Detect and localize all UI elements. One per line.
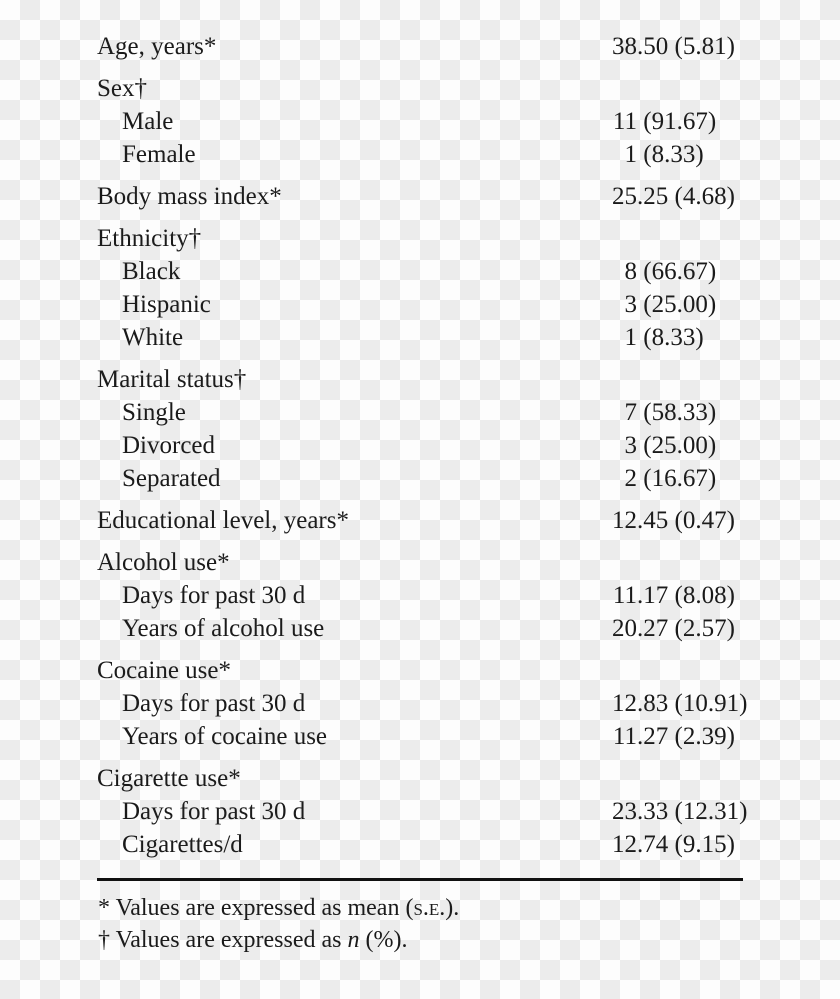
row-label: Age, years* bbox=[97, 33, 217, 60]
footnote-text: s.e. bbox=[413, 895, 446, 921]
table-row bbox=[0, 795, 840, 828]
row-value: 1 (8.33) bbox=[624, 141, 704, 168]
row-label: Black bbox=[122, 258, 181, 285]
footnote-text: (%). bbox=[359, 927, 408, 953]
row-value: 3 (25.00) bbox=[624, 432, 717, 459]
table-row bbox=[0, 363, 840, 396]
row-value: 8 (66.67) bbox=[624, 258, 717, 285]
row-label: Educational level, years* bbox=[97, 507, 349, 534]
table-row bbox=[0, 579, 840, 612]
table-row bbox=[0, 72, 840, 105]
row-label: Sex† bbox=[97, 75, 147, 102]
row-label: Years of alcohol use bbox=[122, 615, 325, 642]
row-label: Male bbox=[122, 108, 174, 135]
row-label: Days for past 30 d bbox=[122, 798, 306, 825]
table-row bbox=[0, 222, 840, 255]
footnote bbox=[98, 892, 840, 924]
row-label: Separated bbox=[122, 465, 221, 492]
table-row bbox=[0, 105, 840, 138]
row-value: 11 (91.67) bbox=[612, 108, 717, 135]
footnote-text: * Values are expressed as mean ( bbox=[98, 895, 414, 921]
row-label: Days for past 30 d bbox=[122, 690, 306, 717]
table-row bbox=[0, 687, 840, 720]
row-value: 38.50 (5.81) bbox=[612, 33, 735, 60]
table-row bbox=[0, 654, 840, 687]
row-value: 12.83 (10.91) bbox=[612, 690, 748, 717]
row-label: Female bbox=[122, 141, 196, 168]
row-label: Body mass index* bbox=[97, 183, 282, 210]
table-row bbox=[0, 504, 840, 537]
row-label: Single bbox=[122, 399, 186, 426]
row-label: Marital status† bbox=[97, 366, 247, 393]
row-value: 1 (8.33) bbox=[624, 324, 704, 351]
row-value: 12.45 (0.47) bbox=[612, 507, 735, 534]
row-value: 3 (25.00) bbox=[624, 291, 717, 318]
table-row bbox=[0, 462, 840, 495]
row-value: 2 (16.67) bbox=[624, 465, 717, 492]
table-bottom-rule bbox=[97, 878, 743, 881]
row-label: Years of cocaine use bbox=[122, 723, 328, 750]
table-rows bbox=[0, 30, 840, 861]
row-label: Days for past 30 d bbox=[122, 582, 306, 609]
table-row bbox=[0, 288, 840, 321]
table-footnotes bbox=[98, 892, 840, 956]
footnote bbox=[98, 924, 840, 956]
row-label: Divorced bbox=[122, 432, 216, 459]
row-value: 7 (58.33) bbox=[624, 399, 717, 426]
row-value: 23.33 (12.31) bbox=[612, 798, 748, 825]
row-label: Hispanic bbox=[122, 291, 211, 318]
table-row bbox=[0, 828, 840, 861]
row-value: 11.17 (8.08) bbox=[612, 582, 735, 609]
row-value: 25.25 (4.68) bbox=[612, 183, 735, 210]
table-row bbox=[0, 546, 840, 579]
row-label: Cigarette use* bbox=[97, 765, 241, 792]
table-row bbox=[0, 255, 840, 288]
table-row bbox=[0, 180, 840, 213]
row-value: 12.74 (9.15) bbox=[612, 831, 735, 858]
row-label: White bbox=[122, 324, 184, 351]
table-row bbox=[0, 612, 840, 645]
footnote-text: † Values are expressed as bbox=[98, 927, 348, 953]
table-row bbox=[0, 762, 840, 795]
table-row bbox=[0, 321, 840, 354]
row-label: Ethnicity† bbox=[97, 225, 202, 252]
row-label: Cocaine use* bbox=[97, 657, 231, 684]
row-label: Alcohol use* bbox=[97, 549, 230, 576]
row-label: Cigarettes/d bbox=[122, 831, 243, 858]
row-value: 11.27 (2.39) bbox=[612, 723, 735, 750]
row-value: 20.27 (2.57) bbox=[612, 615, 735, 642]
table-row bbox=[0, 396, 840, 429]
table-row bbox=[0, 429, 840, 462]
table-row bbox=[0, 138, 840, 171]
footnote-text: ). bbox=[445, 895, 460, 921]
footnote-text: n bbox=[347, 927, 360, 953]
table-row bbox=[0, 720, 840, 753]
table-row bbox=[0, 30, 840, 63]
